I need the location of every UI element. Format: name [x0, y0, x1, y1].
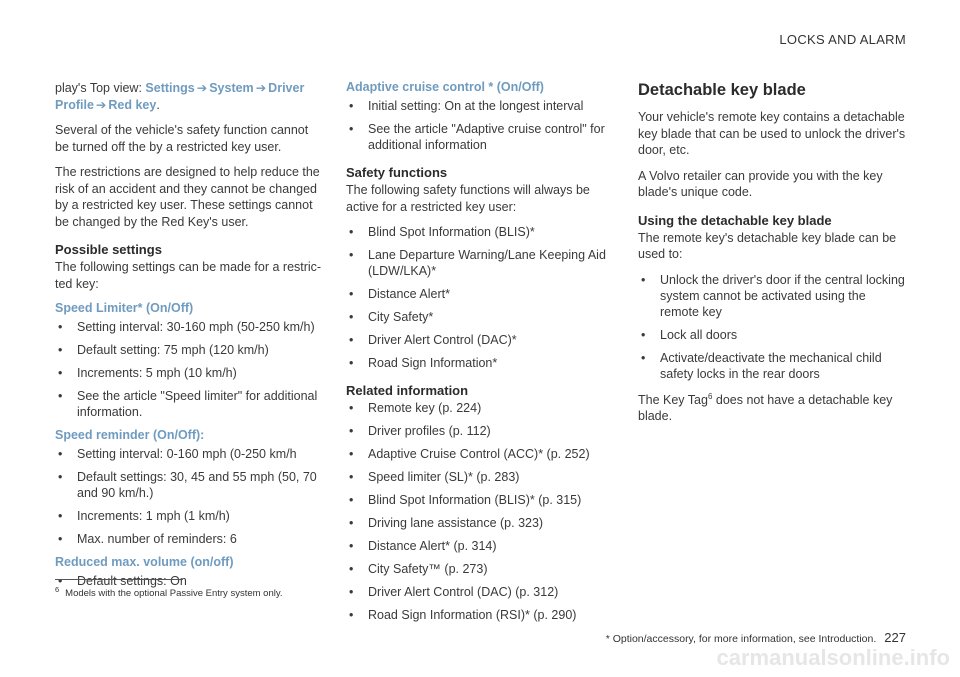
subheading: Speed reminder (On/Off): [55, 428, 205, 442]
list-item: • Initial setting: On at the longest interval [346, 98, 608, 114]
column-3 [638, 80, 908, 434]
option-note: * Option/accessory, for more information, see Introduction. [605, 633, 877, 645]
list-item: • Distance Alert* [346, 286, 608, 302]
paragraph: The following safety functions will always be active for a restricted key user: [346, 183, 590, 214]
list-item: • Unlock the driver's door if the central locking system cannot be activated using the remote key [638, 272, 908, 320]
bullet-list [55, 319, 323, 420]
list-item: • See the article "Speed limiter" for additional information. [55, 388, 323, 420]
paragraph: The restrictions are designed to help reduce the risk of an accident and they cannot be changed by a restricted key user. These settings cannot be changed by the Red Key's user. [55, 165, 320, 229]
related-link[interactable]: • Adaptive Cruise Control (ACC)* (p. 252) [346, 446, 608, 462]
paragraph: Several of the vehicle's safety function cannot be turned off the by a restricted key user. [55, 123, 309, 154]
section-header: LOCKS AND ALARM [779, 32, 906, 47]
footnote-text: Models with the optional Passive Entry system only. [65, 588, 283, 600]
related-link[interactable]: • Driver profiles (p. 112) [346, 423, 608, 439]
arrow-right-icon: ➔ [95, 97, 107, 112]
watermark: carmanualsonline.info [716, 645, 950, 670]
bullet-list [346, 98, 608, 153]
paragraph: Your vehicle's remote key contains a detachable key blade that can be used to unlock the driver's door, etc. [638, 110, 906, 157]
footnote [55, 585, 283, 599]
intro-menu-path: play's Top view: Settings ➔ System ➔ Driver Profile ➔ Red key. [55, 81, 305, 112]
page-number: 227 [884, 630, 906, 645]
footnote-ref: 6 [707, 391, 713, 401]
footnote-number: 6 [55, 585, 60, 594]
column-2 [346, 80, 608, 630]
section-heading: Safety functions [346, 165, 448, 180]
list-item: • Activate/deactivate the mechanical child safety locks in the rear doors [638, 350, 908, 382]
list-item: • Default settings: On [55, 573, 323, 589]
related-link[interactable]: • Distance Alert* (p. 314) [346, 538, 608, 554]
page-footer [606, 630, 906, 645]
list-item: • Setting interval: 30-160 mph (50-250 km/h) [55, 319, 323, 335]
subheading: Adaptive cruise control * (On/Off) [346, 80, 544, 94]
related-link[interactable]: • Driving lane assistance (p. 323) [346, 515, 608, 531]
page-title: Detachable key blade [638, 81, 806, 99]
list-item: • Driver Alert Control (DAC)* [346, 332, 608, 348]
list-item: • Setting interval: 0-160 mph (0-250 km/h [55, 446, 323, 462]
list-item: • City Safety* [346, 309, 608, 325]
arrow-right-icon: ➔ [196, 81, 208, 95]
footnote-divider [55, 579, 183, 580]
list-item: • Increments: 5 mph (10 km/h) [55, 365, 323, 381]
list-item: • Max. number of reminders: 6 [55, 531, 323, 547]
related-link[interactable]: • Driver Alert Control (DAC) (p. 312) [346, 584, 608, 600]
list-item: • Lane Departure Warning/Lane Keeping Aid (LDW/LKA)* [346, 247, 608, 279]
path-red-key: Red key [108, 97, 157, 112]
list-item: • Default setting: 75 mph (120 km/h) [55, 342, 323, 358]
related-link[interactable]: • Speed limiter (SL)* (p. 283) [346, 469, 608, 485]
path-system: System [209, 81, 254, 95]
related-links-list [346, 400, 608, 623]
related-link[interactable]: • Road Sign Information (RSI)* (p. 290) [346, 607, 608, 623]
list-item: • Blind Spot Information (BLIS)* [346, 224, 608, 240]
path-driver-profile: Driver Profile [55, 81, 305, 112]
key-tag-paragraph: The Key Tag$^6$ does not have a detachable key blade. [638, 391, 893, 424]
list-item: • See the article "Adaptive cruise control" for additional information [346, 121, 608, 153]
related-link[interactable]: • Blind Spot Information (BLIS)* (p. 315) [346, 492, 608, 508]
related-link[interactable]: • Remote key (p. 224) [346, 400, 608, 416]
section-heading: Related information [346, 383, 469, 398]
paragraph: The following settings can be made for a restric-ted key: [55, 260, 322, 291]
section-heading: Using the detachable key blade [638, 212, 832, 228]
bullet-list [638, 272, 908, 382]
column-1 [55, 80, 323, 596]
paragraph: A Volvo retailer can provide you with the key blade's unique code. [638, 168, 883, 199]
list-item: • Road Sign Information* [346, 355, 608, 371]
list-item: • Default settings: 30, 45 and 55 mph (50, 70 and 90 km/h.) [55, 469, 323, 501]
list-item: • Increments: 1 mph (1 km/h) [55, 508, 323, 524]
bullet-list [55, 446, 323, 547]
bullet-list [346, 224, 608, 371]
related-link[interactable]: • City Safety™ (p. 273) [346, 561, 608, 577]
subheading: Reduced max. volume (on/off) [55, 555, 234, 569]
paragraph: The remote key's detachable key blade can be used to: [638, 230, 897, 261]
list-item: • Lock all doors [638, 327, 908, 343]
arrow-right-icon: ➔ [255, 81, 267, 95]
section-heading: Possible settings [55, 242, 162, 257]
path-settings: Settings [145, 81, 195, 95]
subheading: Speed Limiter* (On/Off) [55, 301, 194, 315]
